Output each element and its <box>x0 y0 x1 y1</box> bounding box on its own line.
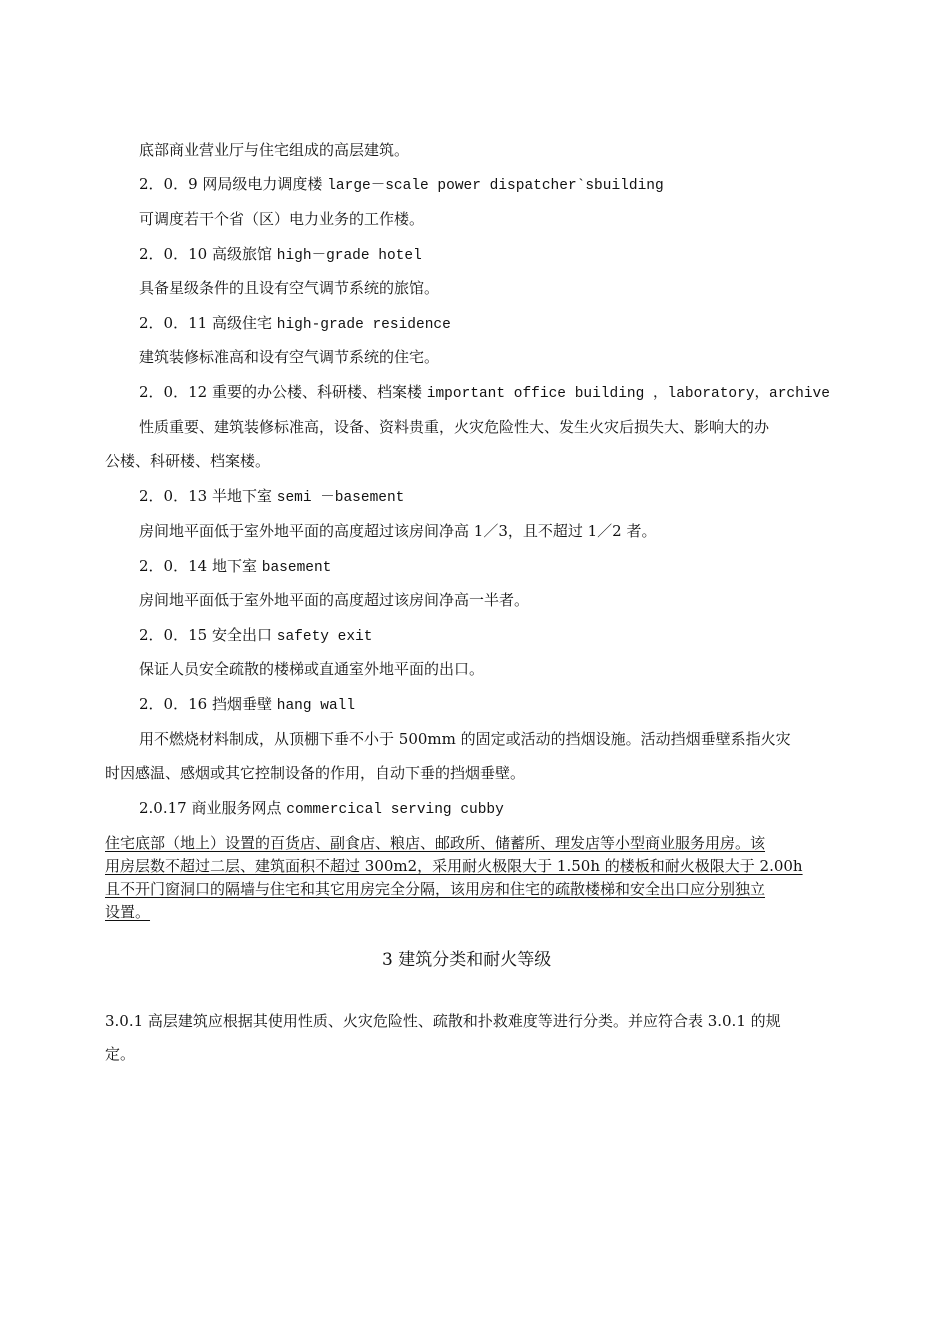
term-name: 半地下室 <box>211 487 272 505</box>
term-name: 高级旅馆 <box>211 245 272 263</box>
clause-number: 2.0.17 <box>139 799 187 817</box>
definition-text: 保证人员安全疏散的楼梯或直通室外地平面的出口。 <box>139 660 485 678</box>
term-name: 地下室 <box>211 557 257 575</box>
term-name: 高级住宅 <box>211 314 272 332</box>
clause-number: 2．0．12 <box>139 383 208 401</box>
term-english: basement <box>261 560 332 576</box>
definition-text: 建筑装修标准高和设有空气调节系统的住宅。 <box>139 348 440 366</box>
term-english: commercical serving cubby <box>286 802 504 818</box>
clause-number: 2．0．14 <box>139 557 208 575</box>
definition-text: 可调度若干个省（区）电力业务的工作楼。 <box>139 210 425 228</box>
term-entry <box>139 382 830 404</box>
term-entry <box>139 556 331 578</box>
term-entry <box>139 313 451 335</box>
term-entry <box>139 625 372 647</box>
definition-text: 性质重要、建筑装修标准高，设备、资料贵重，火灾危险性大、发生火灾后损失大、影响大的办 <box>139 418 770 436</box>
definition-text: 具备星级条件的且设有空气调节系统的旅馆。 <box>139 279 440 297</box>
definition-text: 房间地平面低于室外地平面的高度超过该房间净高 1／3，且不超过 1／2 者。 <box>139 522 657 540</box>
term-entry <box>139 694 355 716</box>
chapter-heading: 3 建筑分类和耐火等级 <box>382 950 552 970</box>
term-entry <box>139 486 404 508</box>
term-entry <box>139 244 422 266</box>
clause-text: 3.0.1 高层建筑应根据其使用性质、火灾危险性、疏散和扑救难度等进行分类。并应符合表 3.0.1 的规 <box>105 1012 781 1030</box>
term-english: safety exit <box>276 629 373 645</box>
clause-number: 2．0．15 <box>139 626 208 644</box>
revised-text: 且不开门窗洞口的隔墙与住宅和其它用房完全分隔，该用房和住宅的疏散楼梯和安全出口应分别独立 <box>105 880 766 898</box>
term-english: high－grade hotel <box>276 248 422 264</box>
term-entry <box>139 798 504 820</box>
definition-text: 时因感温、感烟或其它控制设备的作用，自动下垂的挡烟垂壁。 <box>105 764 526 782</box>
clause-number: 2．0．10 <box>139 245 208 263</box>
clause-number: 2．0．9 <box>139 175 198 193</box>
definition-text: 用不燃烧材料制成，从顶棚下垂不小于 500mm 的固定或活动的挡烟设施。活动挡烟垂壁系指火灾 <box>139 730 791 748</box>
revised-text: 住宅底部（地上）设置的百货店、副食店、粮店、邮政所、储蓄所、理发店等小型商业服务用房。该 <box>105 834 766 852</box>
term-english: large－scale power dispatcher`sbuilding <box>327 178 664 194</box>
term-entry <box>139 174 664 196</box>
term-name: 网局级电力调度楼 <box>202 175 323 193</box>
revised-text: 设置。 <box>105 903 151 921</box>
definition-text: 底部商业营业厅与住宅组成的高层建筑。 <box>139 141 410 159</box>
term-english: hang wall <box>276 698 356 714</box>
definition-text: 房间地平面低于室外地平面的高度超过该房间净高一半者。 <box>139 591 530 609</box>
term-name: 重要的办公楼、科研楼、档案楼 <box>211 383 422 401</box>
term-name: 挡烟垂壁 <box>211 695 272 713</box>
definition-text: 公楼、科研楼、档案楼。 <box>105 452 271 470</box>
revised-text: 用房层数不超过二层、建筑面积不超过 300m2，采用耐火极限大于 1.50h 的楼板和耐火极限大于 2.00h <box>105 857 803 875</box>
clause-text: 定。 <box>105 1045 136 1063</box>
clause-number: 2．0．16 <box>139 695 208 713</box>
clause-number: 2．0．11 <box>139 314 208 332</box>
clause-number: 2．0．13 <box>139 487 208 505</box>
term-english: semi －basement <box>276 490 405 506</box>
term-name: 安全出口 <box>211 626 272 644</box>
term-name: 商业服务网点 <box>191 799 282 817</box>
term-english: important office building ，laboratory，archive <box>426 386 830 402</box>
term-english: high-grade residence <box>276 317 451 333</box>
